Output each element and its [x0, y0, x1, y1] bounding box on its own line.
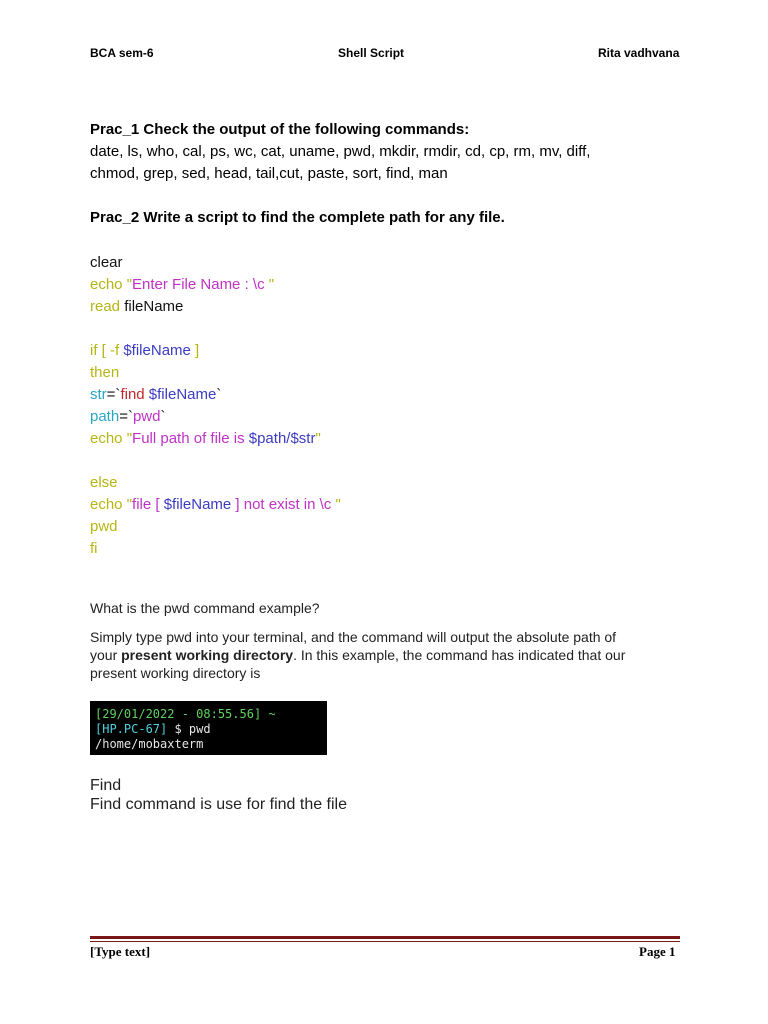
code-token: Enter File Name : \c: [132, 276, 269, 293]
code-line: [90, 428, 341, 450]
header-center: Shell Script: [338, 46, 405, 60]
code-token: $fileName: [123, 342, 191, 359]
code-token: path: [90, 408, 120, 425]
code-token: fileName: [124, 298, 184, 315]
code-line: [90, 340, 341, 362]
code-token: `: [216, 386, 222, 403]
code-token: read: [90, 298, 125, 315]
code-token: `: [160, 408, 166, 425]
code-line: [90, 252, 341, 274]
find-description: Find command is use for find the file: [90, 796, 348, 813]
code-line: [90, 494, 341, 516]
code-token: $fileName: [163, 496, 232, 513]
code-token: ]: [190, 342, 200, 359]
answer-line: present working directory is: [90, 665, 261, 681]
answer-line: Simply type pwd into your terminal, and the command will output the absolute path of: [90, 629, 617, 645]
code-block: [90, 252, 341, 560]
code-token: $fileName: [148, 386, 217, 403]
answer-text: your: [90, 647, 122, 663]
terminal-output: /home/mobaxterm: [95, 737, 204, 751]
code-token: ] not exist in \c: [231, 496, 336, 513]
pwd-question: What is the pwd command example?: [90, 600, 320, 616]
code-token: Full path of file is: [132, 430, 249, 447]
terminal-command-line: [95, 722, 327, 737]
header-right: Rita vadhvana: [598, 46, 680, 60]
page-number: Page 1: [639, 944, 676, 959]
header-left: BCA sem-6: [90, 46, 154, 60]
prac1-heading: Prac_1 Check the output of the following commands:: [90, 121, 470, 138]
code-token: echo ": [90, 430, 133, 447]
footer-left: [Type text]: [90, 944, 151, 959]
code-token: fi: [90, 540, 98, 557]
terminal-prompt-line: [29/01/2022 - 08:55.56] ~: [95, 707, 276, 721]
code-token: find: [120, 386, 149, 403]
pwd-answer: [90, 628, 690, 682]
prac1-commands-line1: date, ls, who, cal, ps, wc, cat, uname, pwd, mkdir, rmdir, cd, cp, rm, mv, diff,: [90, 143, 591, 160]
terminal-command: $ pwd: [167, 722, 211, 736]
prac1-commands-line2: chmod, grep, sed, head, tail,cut, paste, sort, find, man: [90, 165, 448, 182]
code-line: [90, 274, 341, 296]
terminal-screenshot: [90, 701, 327, 755]
code-line: [90, 538, 341, 560]
code-token: =`: [106, 386, 121, 403]
code-token: str: [90, 386, 107, 403]
code-token: ": [315, 430, 321, 447]
footer-rule: [90, 936, 680, 939]
code-line: [90, 406, 341, 428]
code-token: if [ -f: [90, 342, 124, 359]
prac2-heading: Prac_2 Write a script to find the complete path for any file.: [90, 209, 505, 226]
answer-text: . In this example, the command has indicated that our: [293, 647, 626, 663]
code-line: [90, 516, 341, 538]
answer-line: [90, 646, 690, 664]
code-token: ": [335, 496, 341, 513]
code-token: pwd: [90, 518, 118, 535]
code-line: [90, 472, 341, 494]
code-line: [90, 384, 341, 406]
code-token: echo ": [90, 276, 133, 293]
code-token: pwd: [132, 408, 161, 425]
footer-rule-thin: [90, 941, 680, 942]
code-token: ": [268, 276, 275, 293]
code-token: clear: [90, 254, 123, 271]
code-token: file [: [132, 496, 164, 513]
code-token: $path/$str: [248, 430, 316, 447]
code-token: then: [90, 364, 120, 381]
find-title: Find: [90, 777, 122, 794]
terminal-host: [HP.PC-67]: [95, 722, 168, 736]
answer-bold: present working directory: [121, 647, 294, 663]
code-token: echo ": [90, 496, 133, 513]
code-line: [90, 362, 341, 384]
code-line: [90, 296, 341, 318]
code-token: else: [90, 474, 118, 491]
code-token: =`: [119, 408, 133, 425]
